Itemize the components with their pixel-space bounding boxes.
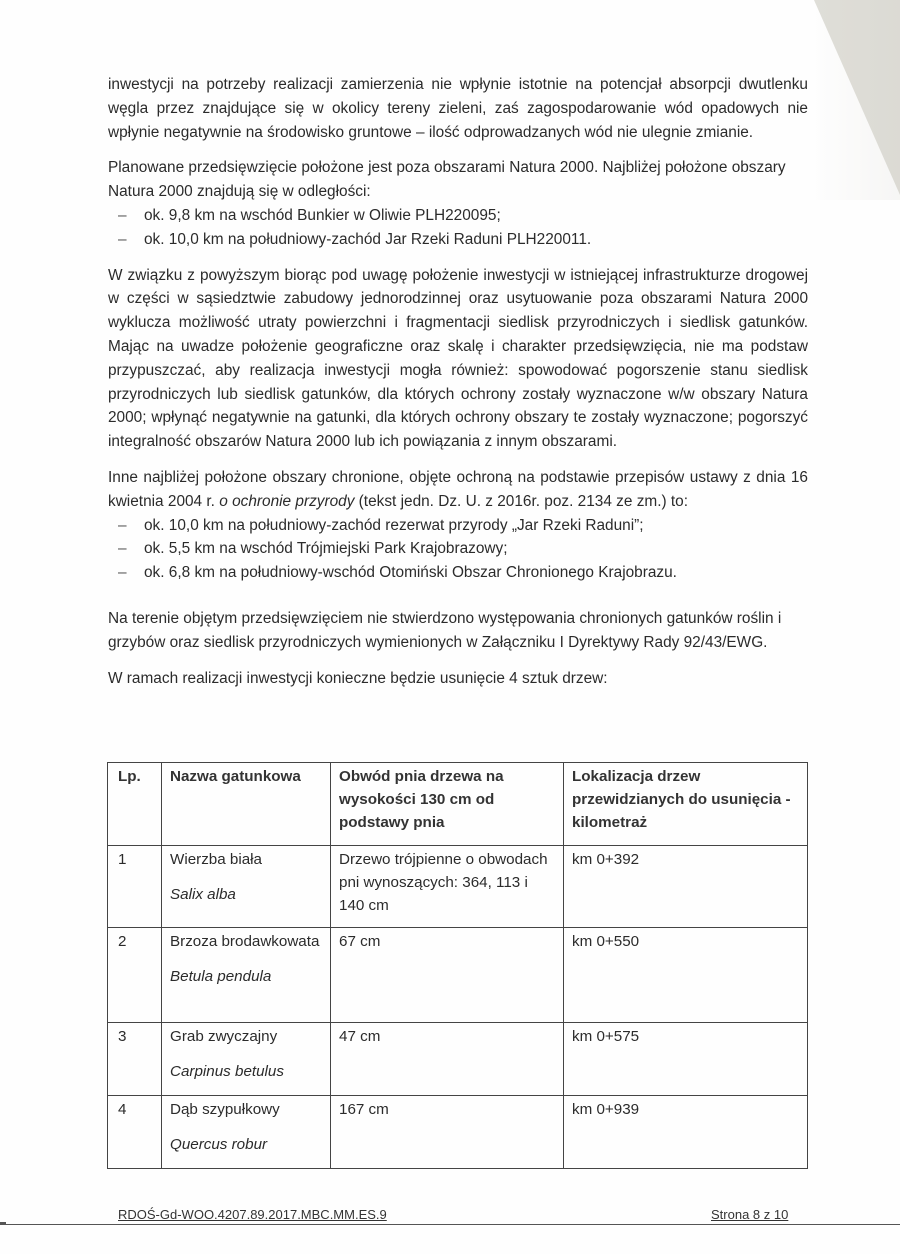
header-location: Lokalizacja drzew przewidzianych do usunięcia - kilometraż (564, 763, 808, 846)
latin-name: Salix alba (170, 886, 236, 903)
dash-bullet: – (118, 564, 127, 582)
paragraph-trees-intro: W ramach realizacji inwestycji konieczne będzie usunięcie 4 sztuk drzew: (108, 669, 608, 687)
dash-bullet: – (118, 230, 127, 248)
species-name: Brzoza brodawkowata (170, 933, 320, 950)
table-row: 3 Grab zwyczajny Carpinus betulus 47 cm km 0+575 (108, 1023, 808, 1096)
paragraph-absorption: inwestycji na potrzeby realizacji zamierzenia nie wpłynie istotnie na potencjał absorpcji dwutlenku węgla przez znajdujące się w okolicy tereny zieleni, zaś zagospodarowanie wód opadowych nie wpłynie negatywnie na środowisko gruntowe – ilość odprowadzanych wód nie ulegnie zmianie. (108, 76, 808, 141)
header-species-name: Nazwa gatunkowa (162, 763, 331, 846)
natura-list (108, 204, 808, 252)
table-row: 2 Brzoza brodawkowata Betula pendula 67 cm km 0+550 (108, 928, 808, 1023)
paragraph-natura-impact: W związku z powyższym biorąc pod uwagę położenie inwestycji w istniejącej infrastrukturze drogowej w części w sąsiedztwie zabudowy jednorodzinnej oraz usytuowanie poza obszarami Natura 2000 wyklucza możliwość utraty powierzchni i fragmentacji siedlisk przyrodniczych i siedlisk gatunków. Mając na uwadze położenie geograficzne oraz skalę i charakter przedsięwzięcia, nie ma podstaw przypuszczać, aby realizacja inwestycji mogła również: spowodować pogorszenie stanu siedlisk przyrodniczych lub siedlisk gatunków, dla których ochrony zostały wyznaczone w/w obszary Natura 2000; wpłynąć negatywnie na gatunki, dla których ochrony obszary te zostały wyznaczone; pogorszyć integralność obszarów Natura 2000 lub ich powiązania z innym obszarami. (108, 266, 808, 451)
scan-fold-gradient (810, 0, 900, 200)
paragraph-natura-intro: Planowane przedsięwzięcie położone jest poza obszarami Natura 2000. Najbliżej położone obszary Natura 2000 znajdują się w odległości: (108, 159, 786, 201)
page-number: Strona 8 z 10 (711, 1207, 789, 1222)
footer-divider (0, 1224, 900, 1225)
dash-bullet: – (118, 516, 127, 534)
list-item: – ok. 6,8 km na południowy-wschód Otomiński Obszar Chronionego Krajobrazu. (108, 561, 808, 585)
latin-name: Quercus robur (170, 1136, 268, 1153)
document-reference: RDOŚ-Gd-WOO.4207.89.2017.MBC.MM.ES.9 (118, 1207, 387, 1222)
species-name: Wierzba biała (170, 851, 263, 868)
list-item: – ok. 10,0 km na południowy-zachód rezerwat przyrody „Jar Rzeki Raduni”; (108, 514, 808, 538)
header-lp: Lp. (108, 763, 162, 846)
header-girth: Obwód pnia drzewa na wysokości 130 cm od podstawy pnia (331, 763, 564, 846)
table-row: 4 Dąb szypułkowy Quercus robur 167 cm km 0+939 (108, 1096, 808, 1169)
dash-bullet: – (118, 206, 127, 224)
species-name: Dąb szypułkowy (170, 1101, 280, 1118)
table-header-row (108, 763, 808, 846)
list-item: – ok. 5,5 km na wschód Trójmiejski Park Krajobrazowy; (108, 537, 808, 561)
act-title: o ochronie przyrody (219, 492, 355, 510)
latin-name: Carpinus betulus (170, 1063, 284, 1080)
list-item: – ok. 10,0 km na południowy-zachód Jar Rzeki Raduni PLH220011. (108, 228, 808, 252)
dash-bullet: – (118, 540, 127, 558)
document-body (108, 73, 808, 702)
species-name: Grab zwyczajny (170, 1028, 278, 1045)
protected-areas-list (108, 514, 808, 585)
latin-name: Betula pendula (170, 968, 272, 985)
paragraph-protected-intro: Inne najbliżej położone obszary chronione, objęte ochroną na podstawie przepisów ustawy z dnia 16 kwietnia 2004 r. o ochronie przyrody (tekst jedn. Dz. U. z 2016r. poz. 2134 ze zm.) to: (108, 468, 808, 510)
list-item: – ok. 9,8 km na wschód Bunkier w Oliwie PLH220095; (108, 204, 808, 228)
paragraph-species: Na terenie objętym przedsięwzięciem nie stwierdzono występowania chronionych gatunków roślin i grzybów oraz siedlisk przyrodniczych wymienionych w Załączniku I Dyrektywy Rady 92/43/EWG. (108, 609, 782, 651)
table-row: 1 Wierzba biała Salix alba Drzewo trójpienne o obwodach pni wynoszących: 364, 113 i 140 cm km 0+392 (108, 846, 808, 928)
trees-table (107, 762, 808, 1169)
